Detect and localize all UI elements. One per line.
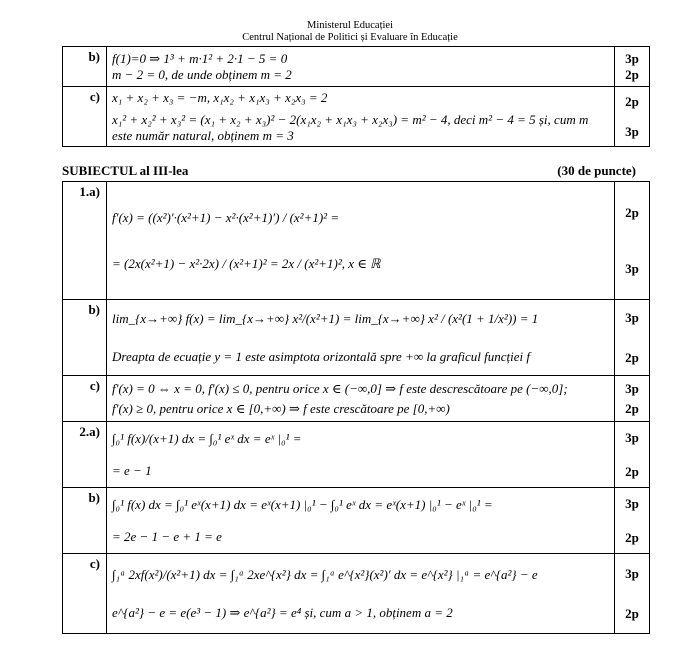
solution-line: ∫₀¹ f(x) dx = ∫₀¹ eˣ(x+1) dx = eˣ(x+1) |₀¹ − ∫₀¹ eˣ dx = eˣ(x+1) |₀¹ − eˣ |₀¹ = [112,496,493,512]
table-row [63,422,650,488]
points-value: 2p [625,463,639,479]
solution-line: = (2x(x²+1) − x²·2x) / (x²+1)² = 2x / (x²+1)², x ∈ ℝ [112,255,381,271]
row-label: c) [63,87,107,147]
solution-line: f′(x) = ((x²)′·(x²+1) − x²·(x²+1)′) / (x²+1)² = [112,209,340,225]
row-points [615,300,650,376]
solution-table-part3 [62,181,650,634]
row-label: b) [63,47,107,87]
table-row [63,47,650,87]
row-points [615,47,650,87]
points-value: 3p [625,495,639,511]
points-value: 2p [625,204,639,220]
points-value: 3p [625,50,639,66]
points-value: 3p [625,565,639,581]
solution-line: Dreapta de ecuație y = 1 este asimptota orizontală spre +∞ la graficul funcției f [112,348,530,364]
header-ministry: Ministerul Educației [306,20,394,31]
points-value: 2p [625,529,639,545]
row-points [615,554,650,634]
row-points [615,488,650,554]
solution-table-part2 [62,46,650,147]
row-label: c) [63,554,107,634]
section-title-text: SUBIECTUL al III-lea [62,163,189,178]
row-content [107,300,615,376]
solution-line: x₁² + x₂² + x₃² = (x₁ + x₂ + x₃)² − 2(x₁x₂ + x₁x₃ + x₂x₃) = m² − 4, deci m² − 4 = 5 și, cum m este număr natural, obținem m = 3 [112,111,589,143]
row-content [107,554,615,634]
solution-line: ∫₁ᵃ 2xf(x²)/(x²+1) dx = ∫₁ᵃ 2xe^{x²} dx = ∫₁ᵃ e^{x²}(x²)′ dx = e^{x²} |₁ᵃ = e^{a²} − e [112,566,538,582]
solution-line: ∫₀¹ f(x)/(x+1) dx = ∫₀¹ eˣ dx = eˣ |₀¹ = [112,430,302,446]
header-center: Centrul Național de Politici și Evaluare în Educație [242,32,458,43]
row-label: c) [63,376,107,422]
points-value: 2p [625,93,639,109]
solution-line: lim_{x→+∞} f(x) = lim_{x→+∞} x²/(x²+1) = lim_{x→+∞} x² / (x²(1 + 1/x²)) = 1 [112,310,539,326]
solution-line: f′(x) = 0 ⇔ x = 0, f′(x) ≤ 0, pentru orice x ∈ (−∞,0] ⇒ f este descrescătoare pe (−∞,0]; [112,380,568,396]
row-points [615,87,650,147]
row-points [615,376,650,422]
table-row [63,376,650,422]
table-row [63,182,650,300]
solution-line: x₁ + x₂ + x₃ = −m, x₁x₂ + x₁x₃ + x₂x₃ = 2 [112,89,328,105]
points-value: 3p [625,260,639,276]
solution-line: m − 2 = 0, de unde obținem m = 2 [112,66,292,82]
solution-line: f(1)=0 ⇒ 1³ + m·1² + 2·1 − 5 = 0 [112,50,288,66]
row-label: 2.a) [63,422,107,488]
row-points [615,182,650,300]
row-content [107,422,615,488]
row-content [107,376,615,422]
points-value: 3p [625,380,639,396]
row-content [107,182,615,300]
row-label: 1.a) [63,182,107,300]
section-title [62,163,650,179]
row-content [107,488,615,554]
points-value: 2p [625,605,639,621]
points-value: 3p [625,429,639,445]
points-value: 2p [625,66,639,82]
table-row [63,300,650,376]
table-row [63,488,650,554]
solution-line: f′(x) ≥ 0, pentru orice x ∈ [0,+∞) ⇒ f este crescătoare pe [0,+∞) [112,400,450,416]
points-value: 3p [625,309,639,325]
row-content [107,87,615,147]
solution-line: e^{a²} − e = e(e³ − 1) ⇒ e^{a²} = e⁴ și, cum a > 1, obținem a = 2 [112,604,453,620]
solution-line: = 2e − 1 − e + 1 = e [112,528,222,544]
section-score: (30 de puncte) [557,163,636,178]
points-value: 2p [625,349,639,365]
points-value: 3p [625,123,639,139]
table-row [63,554,650,634]
table-row [63,87,650,147]
row-label: b) [63,488,107,554]
row-label: b) [63,300,107,376]
points-value: 2p [625,400,639,416]
row-points [615,422,650,488]
row-content [107,47,615,87]
solution-line: = e − 1 [112,462,152,478]
